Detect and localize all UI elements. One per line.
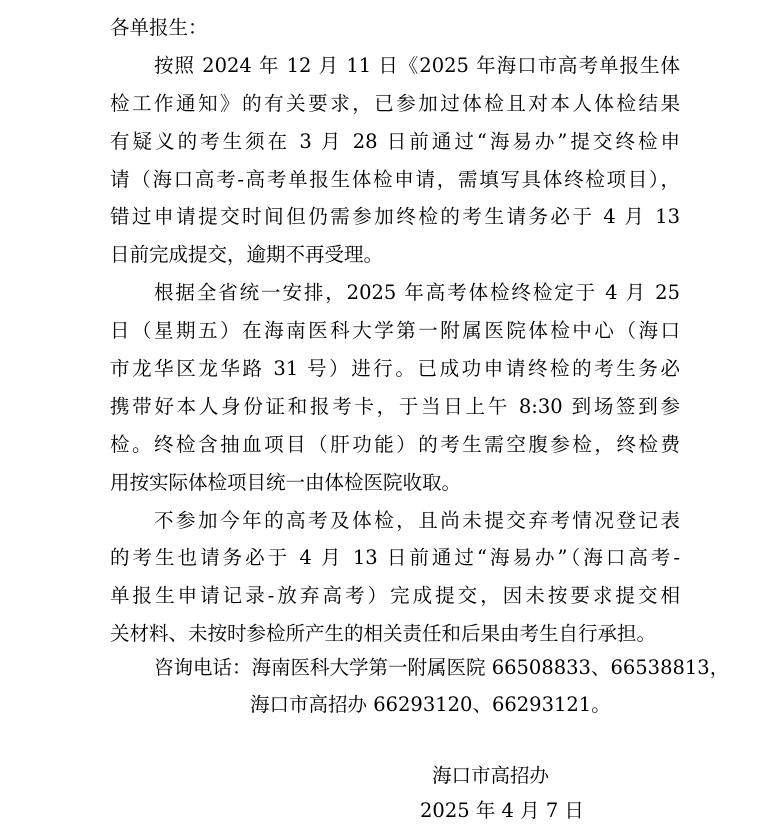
paragraph-line: 日（星期五）在海南医科大学第一附属医院体检中心（海口: [110, 319, 680, 343]
paragraph-line: 用按实际体检项目统一由体检医院收取。: [110, 470, 462, 494]
paragraph-1: [110, 47, 680, 274]
paragraph-line: 按照 2024 年 12 月 11 日《2025 年海口市高考单报生体: [154, 53, 680, 77]
paragraph-line: 单报生申请记录-放弃高考）完成提交，因未按要求提交相: [110, 584, 680, 608]
paragraph-line: 日前完成提交，逾期不再受理。: [110, 243, 384, 267]
issue-date: 2025 年 4 月 7 日: [420, 799, 584, 822]
contact-phone-line-1: 咨询电话：海南医科大学第一附属医院 66508833、66538813，: [154, 656, 730, 679]
paragraph-line: 关材料、未按时参检所产生的相关责任和后果由考生自行承担。: [110, 622, 657, 646]
paragraph-line: 市龙华区龙华路 31 号）进行。已成功申请终检的考生务必: [110, 357, 680, 381]
paragraph-line: 的考生也请务必于 4 月 13 日前通过“海易办”（海口高考-: [110, 546, 680, 570]
contact-phone-line-2: 海口市高招办 66293120、66293121。: [250, 693, 611, 716]
paragraph-3: [110, 502, 680, 654]
paragraph-2: [110, 274, 680, 501]
notice-document: [110, 9, 680, 653]
paragraph-line: 根据全省统一安排，2025 年高考体检终检定于 4 月 25: [154, 281, 680, 305]
paragraph-line: 错过申请提交时间但仍需参加终检的考生请务必于 4 月 13: [110, 205, 680, 229]
paragraph-line: 不参加今年的高考及体检，且尚未提交弃考情况登记表: [154, 508, 680, 532]
paragraph-line: 有疑义的考生须在 3 月 28 日前通过“海易办”提交终检申: [110, 129, 680, 153]
paragraph-line: 检。终检含抽血项目（肝功能）的考生需空腹参检，终检费: [110, 432, 680, 456]
paragraph-line: 检工作通知》的有关要求，已参加过体检且对本人体检结果: [110, 91, 680, 115]
paragraph-line: 携带好本人身份证和报考卡，于当日上午 8:30 到场签到参: [110, 394, 680, 418]
issuer-name: 海口市高招办: [432, 764, 550, 787]
paragraph-line: 请（海口高考-高考单报生体检申请，需填写具体终检项目），: [110, 167, 680, 191]
salutation: 各单报生：: [110, 16, 208, 39]
